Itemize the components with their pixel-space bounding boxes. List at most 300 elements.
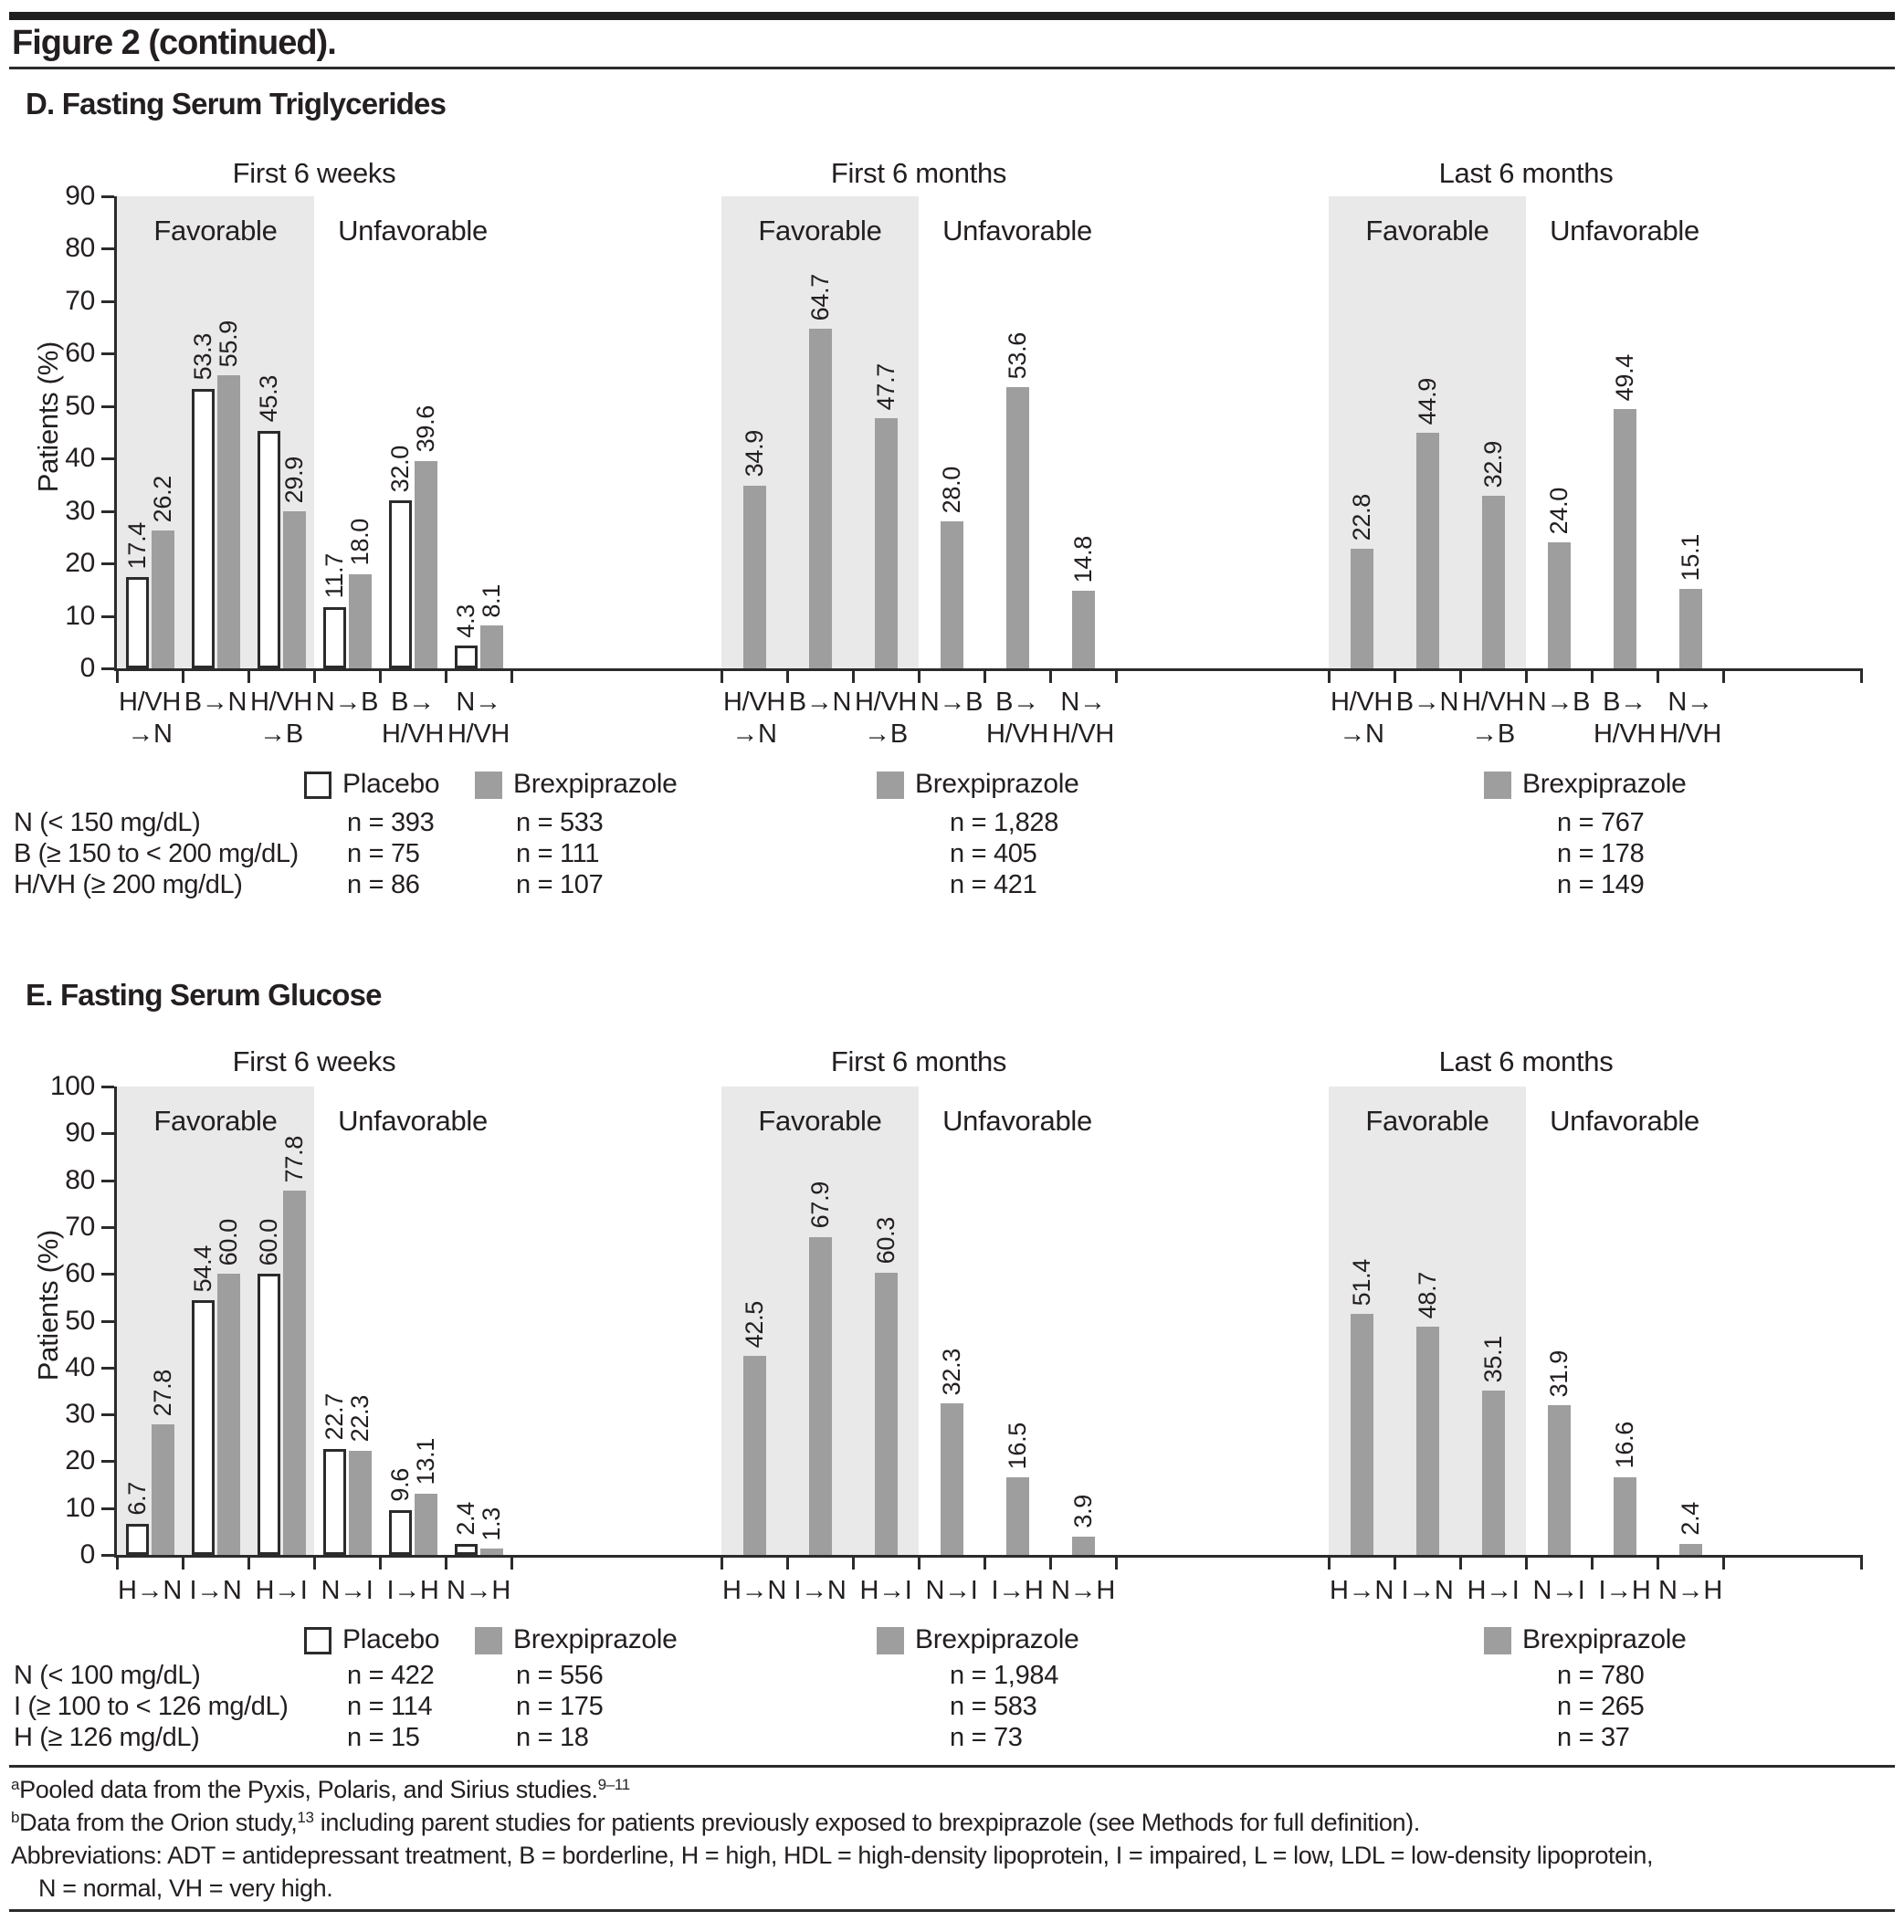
bar-value-label: 54.4 <box>189 1244 216 1292</box>
footnote-superscript: 9–11 <box>597 1776 630 1793</box>
bar-brexpiprazole <box>480 1549 503 1555</box>
y-tick-label: 0 <box>79 653 95 683</box>
x-category-label: H/VH <box>1330 688 1394 717</box>
x-tick <box>984 1555 986 1570</box>
region-label-unfavorable: Unfavorable <box>338 1105 488 1137</box>
x-tick <box>379 668 382 683</box>
footnote-text: N = normal, VH = very high. <box>38 1874 333 1902</box>
bar-value-label: 22.3 <box>346 1395 373 1443</box>
y-axis <box>114 196 117 671</box>
period-title: First 6 weeks <box>232 157 396 189</box>
bar-value-label: 22.8 <box>1348 493 1375 541</box>
table-cell-n: n = 15 <box>347 1723 420 1752</box>
table-cell-n: n = 178 <box>1557 839 1645 868</box>
bar-value-label: 47.7 <box>872 362 899 410</box>
x-tick <box>786 1555 789 1570</box>
x-category-label: B→ <box>391 688 435 717</box>
x-category-label: H/VH <box>985 719 1049 749</box>
bar-placebo <box>455 1544 478 1555</box>
x-category-label: I→N <box>794 1576 847 1605</box>
x-tick <box>1115 1555 1118 1570</box>
legend-label: Placebo <box>342 769 440 799</box>
bar-value-label: 49.4 <box>1611 353 1638 402</box>
table-cell-n: n = 18 <box>516 1723 589 1752</box>
region-label-favorable: Favorable <box>153 1105 278 1137</box>
bar-brexpiprazole <box>1679 589 1702 668</box>
x-category-label: I→N <box>189 1576 242 1605</box>
bar-brexpiprazole <box>349 1451 372 1555</box>
panel-e-title: E. Fasting Serum Glucose <box>26 978 382 1012</box>
legend-label: Brexpiprazole <box>915 769 1079 799</box>
region-label-unfavorable: Unfavorable <box>1550 215 1699 247</box>
x-category-label: H/VH <box>118 688 182 717</box>
table-row-label: H/VH (≥ 200 mg/dL) <box>14 870 243 899</box>
footnote-line <box>38 1874 332 1903</box>
y-tick <box>101 1273 114 1276</box>
x-category-label: H/VH <box>381 719 445 749</box>
y-tick-label: 50 <box>65 390 95 421</box>
y-tick-label: 100 <box>49 1071 95 1101</box>
bar-value-label: 16.6 <box>1611 1422 1638 1469</box>
x-tick <box>1459 1555 1462 1570</box>
y-tick <box>101 510 114 513</box>
legend-label: Brexpiprazole <box>1522 1624 1687 1654</box>
bar-value-label: 44.9 <box>1414 377 1441 425</box>
bar-brexpiprazole <box>415 1494 437 1555</box>
bar-value-label: 9.6 <box>386 1468 414 1502</box>
x-category-label: H/VH <box>854 688 918 717</box>
bar-value-label: 60.0 <box>215 1218 242 1266</box>
footnote-line <box>11 1809 1420 1837</box>
legend-label: Brexpiprazole <box>513 1624 678 1654</box>
x-category-label: H/VH <box>447 719 510 749</box>
bar-value-label: 26.2 <box>149 476 176 523</box>
y-axis-title: Patients (%) <box>32 1229 64 1381</box>
bar-value-label: 42.5 <box>741 1300 768 1348</box>
bar-brexpiprazole <box>743 486 766 668</box>
x-tick <box>1591 668 1594 683</box>
y-tick <box>101 1132 114 1135</box>
y-tick-label: 40 <box>65 1351 95 1382</box>
x-category-label: →N <box>1339 719 1384 749</box>
y-tick-label: 20 <box>65 548 95 579</box>
x-tick <box>1722 668 1725 683</box>
x-tick <box>1722 1555 1725 1570</box>
bar-value-label: 45.3 <box>255 375 282 423</box>
bar-value-label: 15.1 <box>1677 533 1704 582</box>
region-label-favorable: Favorable <box>758 215 882 247</box>
x-tick <box>116 1555 119 1570</box>
bar-placebo <box>389 1510 412 1555</box>
bar-brexpiprazole <box>1351 1314 1373 1555</box>
x-tick <box>445 668 447 683</box>
table-row-label: N (< 150 mg/dL) <box>14 808 201 837</box>
bar-value-label: 31.9 <box>1545 1350 1573 1398</box>
bar-value-label: 48.7 <box>1414 1271 1441 1319</box>
x-tick <box>1657 668 1659 683</box>
bar-brexpiprazole <box>1679 1544 1702 1555</box>
x-tick <box>510 1555 513 1570</box>
region-label-favorable: Favorable <box>153 215 278 247</box>
bar-brexpiprazole <box>1416 1327 1439 1555</box>
x-tick <box>116 668 119 683</box>
x-tick <box>1860 1555 1863 1570</box>
bar-value-label: 53.3 <box>189 333 216 381</box>
table-row-label: I (≥ 100 to < 126 mg/dL) <box>14 1692 289 1721</box>
bar-brexpiprazole <box>1614 1477 1636 1555</box>
table-cell-n: n = 1,984 <box>950 1661 1059 1690</box>
period-title: First 6 months <box>830 1045 1007 1077</box>
y-tick-label: 30 <box>65 1399 95 1430</box>
x-category-label: H/VH <box>249 688 313 717</box>
table-cell-n: n = 37 <box>1557 1723 1630 1752</box>
bar-value-label: 32.0 <box>386 445 414 493</box>
bar-brexpiprazole <box>1548 542 1571 668</box>
region-label-favorable: Favorable <box>758 1105 882 1137</box>
y-tick <box>101 667 114 670</box>
x-category-label: →B <box>864 719 908 749</box>
y-tick <box>101 1086 114 1088</box>
x-tick <box>1525 1555 1528 1570</box>
x-category-label: H→I <box>255 1576 308 1605</box>
x-category-label: H→N <box>1330 1576 1394 1605</box>
x-category-label: I→H <box>1598 1576 1651 1605</box>
y-tick <box>101 195 114 198</box>
bar-value-label: 4.3 <box>452 604 479 638</box>
x-category-label: N→H <box>1051 1576 1115 1605</box>
x-category-label: H→I <box>1467 1576 1520 1605</box>
y-tick <box>101 1413 114 1416</box>
footnote-superscript: 13 <box>297 1809 314 1826</box>
table-cell-n: n = 583 <box>950 1692 1037 1721</box>
footnote-line <box>11 1776 630 1804</box>
bar-brexpiprazole <box>217 375 240 668</box>
bar-value-label: 77.8 <box>280 1135 308 1182</box>
x-category-label: I→H <box>991 1576 1044 1605</box>
x-category-label: N→H <box>447 1576 510 1605</box>
bar-value-label: 64.7 <box>806 273 834 321</box>
y-tick-label: 90 <box>65 1118 95 1149</box>
x-tick <box>918 668 920 683</box>
bar-placebo <box>258 1274 280 1555</box>
bar-value-label: 28.0 <box>938 466 965 514</box>
y-tick-label: 30 <box>65 495 95 526</box>
panel-d-title: D. Fasting Serum Triglycerides <box>26 87 447 121</box>
bar-brexpiprazole <box>283 1191 306 1555</box>
bar-placebo <box>323 1449 346 1555</box>
x-tick <box>1115 668 1118 683</box>
x-tick <box>1328 1555 1331 1570</box>
bar-brexpiprazole <box>349 574 372 668</box>
x-tick <box>1049 1555 1052 1570</box>
bar-placebo <box>126 1524 149 1555</box>
table-row-label: N (< 100 mg/dL) <box>14 1661 201 1690</box>
x-category-label: B→N <box>788 688 852 717</box>
bar-brexpiprazole <box>875 418 898 668</box>
x-category-label: N→B <box>920 688 984 717</box>
figure-title: Figure 2 (continued). <box>12 24 336 62</box>
bar-value-label: 22.7 <box>321 1393 348 1441</box>
y-tick <box>101 352 114 355</box>
x-category-label: →B <box>259 719 303 749</box>
table-cell-n: n = 73 <box>950 1723 1023 1752</box>
x-tick <box>182 668 184 683</box>
y-tick <box>101 457 114 460</box>
x-category-label: B→ <box>1603 688 1646 717</box>
bar-brexpiprazole <box>809 1237 832 1555</box>
x-category-label: N→ <box>1667 688 1713 717</box>
bar-brexpiprazole <box>1482 1391 1505 1555</box>
region-label-unfavorable: Unfavorable <box>942 215 1092 247</box>
region-label-unfavorable: Unfavorable <box>338 215 488 247</box>
x-tick <box>182 1555 184 1570</box>
bar-brexpiprazole <box>1006 387 1029 668</box>
x-tick <box>721 1555 723 1570</box>
footnote-rule-bottom <box>9 1909 1895 1912</box>
x-category-label: H/VH <box>1593 719 1657 749</box>
bar-value-label: 13.1 <box>412 1438 439 1486</box>
y-tick-label: 0 <box>79 1539 95 1570</box>
y-tick-label: 80 <box>65 1164 95 1195</box>
region-label-unfavorable: Unfavorable <box>1550 1105 1699 1137</box>
bar-value-label: 32.3 <box>938 1348 965 1396</box>
x-category-label: B→N <box>1395 688 1459 717</box>
x-tick <box>1591 1555 1594 1570</box>
x-tick <box>313 1555 316 1570</box>
legend-label: Brexpiprazole <box>1522 769 1687 799</box>
bar-value-label: 17.4 <box>123 521 151 570</box>
x-tick <box>1328 668 1331 683</box>
x-tick <box>1657 1555 1659 1570</box>
y-axis-title: Patients (%) <box>32 341 64 492</box>
bar-value-label: 32.9 <box>1479 440 1507 488</box>
x-category-label: H→N <box>118 1576 182 1605</box>
x-category-label: H/VH <box>1051 719 1115 749</box>
bar-value-label: 53.6 <box>1004 331 1031 380</box>
x-tick <box>1525 668 1528 683</box>
table-cell-n: n = 556 <box>516 1661 604 1690</box>
bar-value-label: 24.0 <box>1545 487 1573 535</box>
bar-value-label: 1.3 <box>478 1507 505 1541</box>
y-tick-label: 70 <box>65 285 95 316</box>
table-row-label: H (≥ 126 mg/dL) <box>14 1723 200 1752</box>
x-category-label: →B <box>1471 719 1515 749</box>
x-category-label: B→N <box>184 688 247 717</box>
y-tick-label: 60 <box>65 338 95 369</box>
footnote-line <box>11 1842 1653 1870</box>
x-category-label: N→ <box>456 688 501 717</box>
bar-brexpiprazole <box>941 1403 963 1555</box>
period-title: Last 6 months <box>1438 157 1614 189</box>
y-axis <box>114 1087 117 1558</box>
x-tick <box>918 1555 920 1570</box>
table-cell-n: n = 149 <box>1557 870 1645 899</box>
x-category-label: H→N <box>722 1576 786 1605</box>
x-category-label: N→I <box>925 1576 978 1605</box>
region-label-favorable: Favorable <box>1365 1105 1489 1137</box>
bar-value-label: 18.0 <box>346 519 373 566</box>
bar-value-label: 60.3 <box>872 1217 899 1265</box>
table-cell-n: n = 175 <box>516 1692 604 1721</box>
table-cell-n: n = 780 <box>1557 1661 1645 1690</box>
bar-placebo <box>323 607 346 668</box>
table-cell-n: n = 111 <box>516 839 600 868</box>
bar-value-label: 11.7 <box>321 553 348 599</box>
y-tick <box>101 615 114 618</box>
x-axis <box>114 668 1863 671</box>
footnote-text: Pooled data from the Pyxis, Polaris, and Sirius studies. <box>19 1776 598 1803</box>
period-title: Last 6 months <box>1438 1045 1614 1077</box>
x-tick <box>313 668 316 683</box>
x-tick <box>1394 668 1396 683</box>
y-tick-label: 80 <box>65 233 95 264</box>
x-category-label: H/VH <box>1658 719 1722 749</box>
x-category-label: H→I <box>859 1576 912 1605</box>
y-tick <box>101 1460 114 1463</box>
bar-brexpiprazole <box>809 329 832 668</box>
bar-brexpiprazole <box>415 461 437 668</box>
bar-value-label: 60.0 <box>255 1218 282 1266</box>
bar-brexpiprazole <box>217 1274 240 1555</box>
bar-value-label: 2.4 <box>452 1502 479 1536</box>
y-tick <box>101 405 114 408</box>
table-cell-n: n = 75 <box>347 839 420 868</box>
y-tick <box>101 1367 114 1370</box>
x-category-label: N→H <box>1658 1576 1722 1605</box>
footnote-text: Data from the Orion study, <box>19 1809 298 1836</box>
x-category-label: →N <box>731 719 777 749</box>
bar-value-label: 6.7 <box>123 1482 151 1516</box>
y-tick-label: 50 <box>65 1305 95 1336</box>
y-tick <box>101 300 114 303</box>
bar-placebo <box>192 389 215 668</box>
bar-brexpiprazole <box>283 511 306 668</box>
bar-placebo <box>389 500 412 668</box>
table-cell-n: n = 393 <box>347 808 435 837</box>
legend-label: Brexpiprazole <box>915 1624 1079 1654</box>
bar-brexpiprazole <box>875 1273 898 1555</box>
bar-brexpiprazole <box>152 1424 174 1555</box>
x-category-label: N→B <box>1527 688 1591 717</box>
table-row-label: B (≥ 150 to < 200 mg/dL) <box>14 839 299 868</box>
bar-brexpiprazole <box>1006 1477 1029 1555</box>
x-tick <box>1049 668 1052 683</box>
x-category-label: H/VH <box>722 688 786 717</box>
x-tick <box>852 1555 855 1570</box>
bar-value-label: 35.1 <box>1479 1335 1507 1382</box>
table-cell-n: n = 265 <box>1557 1692 1645 1721</box>
table-cell-n: n = 86 <box>347 870 420 899</box>
x-tick <box>1394 1555 1396 1570</box>
footnote-superscript: b <box>11 1809 20 1826</box>
x-category-label: I→N <box>1401 1576 1454 1605</box>
y-tick-label: 10 <box>65 600 95 631</box>
bar-value-label: 3.9 <box>1069 1495 1097 1528</box>
bar-value-label: 16.5 <box>1004 1423 1031 1470</box>
y-tick <box>101 247 114 250</box>
x-category-label: N→I <box>321 1576 373 1605</box>
y-tick <box>101 1180 114 1182</box>
x-tick <box>1860 668 1863 683</box>
bar-value-label: 34.9 <box>741 430 768 478</box>
bar-brexpiprazole <box>1482 496 1505 668</box>
bar-value-label: 27.8 <box>149 1370 176 1417</box>
footnote-superscript: a <box>11 1776 20 1793</box>
table-cell-n: n = 533 <box>516 808 604 837</box>
y-tick-label: 60 <box>65 1258 95 1289</box>
y-tick-label: 10 <box>65 1492 95 1523</box>
x-tick <box>984 668 986 683</box>
y-tick-label: 70 <box>65 1211 95 1242</box>
x-category-label: I→H <box>386 1576 439 1605</box>
legend-label: Brexpiprazole <box>513 769 678 799</box>
y-tick <box>101 1507 114 1510</box>
bar-brexpiprazole <box>941 521 963 668</box>
region-label-unfavorable: Unfavorable <box>942 1105 1092 1137</box>
x-category-label: N→I <box>1532 1576 1585 1605</box>
bar-value-label: 29.9 <box>280 456 308 504</box>
bar-brexpiprazole <box>1548 1405 1571 1555</box>
bar-brexpiprazole <box>1072 1537 1095 1555</box>
y-tick <box>101 562 114 565</box>
bar-brexpiprazole <box>480 625 503 668</box>
region-label-favorable: Favorable <box>1365 215 1489 247</box>
x-tick <box>247 1555 250 1570</box>
x-category-label: H/VH <box>1461 688 1525 717</box>
x-tick <box>852 668 855 683</box>
y-tick <box>101 1226 114 1229</box>
bar-brexpiprazole <box>152 530 174 668</box>
x-tick <box>247 668 250 683</box>
table-cell-n: n = 405 <box>950 839 1037 868</box>
bar-brexpiprazole <box>1614 409 1636 668</box>
footnote-text: Abbreviations: ADT = antidepressant treatment, B = borderline, H = high, HDL = high-density lipoprotein, I = impaired, L = low, LDL = low-density lipoprotein, <box>11 1842 1654 1869</box>
x-tick <box>445 1555 447 1570</box>
x-tick <box>1459 668 1462 683</box>
x-tick <box>379 1555 382 1570</box>
table-cell-n: n = 767 <box>1557 808 1645 837</box>
bar-value-label: 51.4 <box>1348 1258 1375 1307</box>
x-category-label: N→ <box>1060 688 1106 717</box>
y-tick-label: 90 <box>65 181 95 211</box>
footnote-text: including parent studies for patients previously exposed to brexpiprazole (see Methods for full definition). <box>313 1809 1420 1836</box>
bar-value-label: 55.9 <box>215 320 242 367</box>
bar-brexpiprazole <box>1416 433 1439 668</box>
bar-placebo <box>455 646 478 668</box>
bar-value-label: 39.6 <box>412 405 439 453</box>
bar-value-label: 14.8 <box>1069 535 1097 583</box>
table-cell-n: n = 114 <box>347 1692 433 1721</box>
x-category-label: B→ <box>995 688 1039 717</box>
bar-placebo <box>258 431 280 668</box>
bar-value-label: 67.9 <box>806 1181 834 1229</box>
table-cell-n: n = 1,828 <box>950 808 1059 837</box>
bar-brexpiprazole <box>1351 549 1373 668</box>
table-cell-n: n = 421 <box>950 870 1037 899</box>
x-category-label: N→B <box>315 688 379 717</box>
bar-brexpiprazole <box>743 1356 766 1555</box>
x-tick <box>786 668 789 683</box>
bar-placebo <box>192 1300 215 1555</box>
x-tick <box>510 668 513 683</box>
legend-label: Placebo <box>342 1624 440 1654</box>
period-title: First 6 weeks <box>232 1045 396 1077</box>
bar-brexpiprazole <box>1072 591 1095 668</box>
table-cell-n: n = 422 <box>347 1661 435 1690</box>
y-tick-label: 20 <box>65 1445 95 1476</box>
x-tick <box>721 668 723 683</box>
table-cell-n: n = 107 <box>516 870 604 899</box>
